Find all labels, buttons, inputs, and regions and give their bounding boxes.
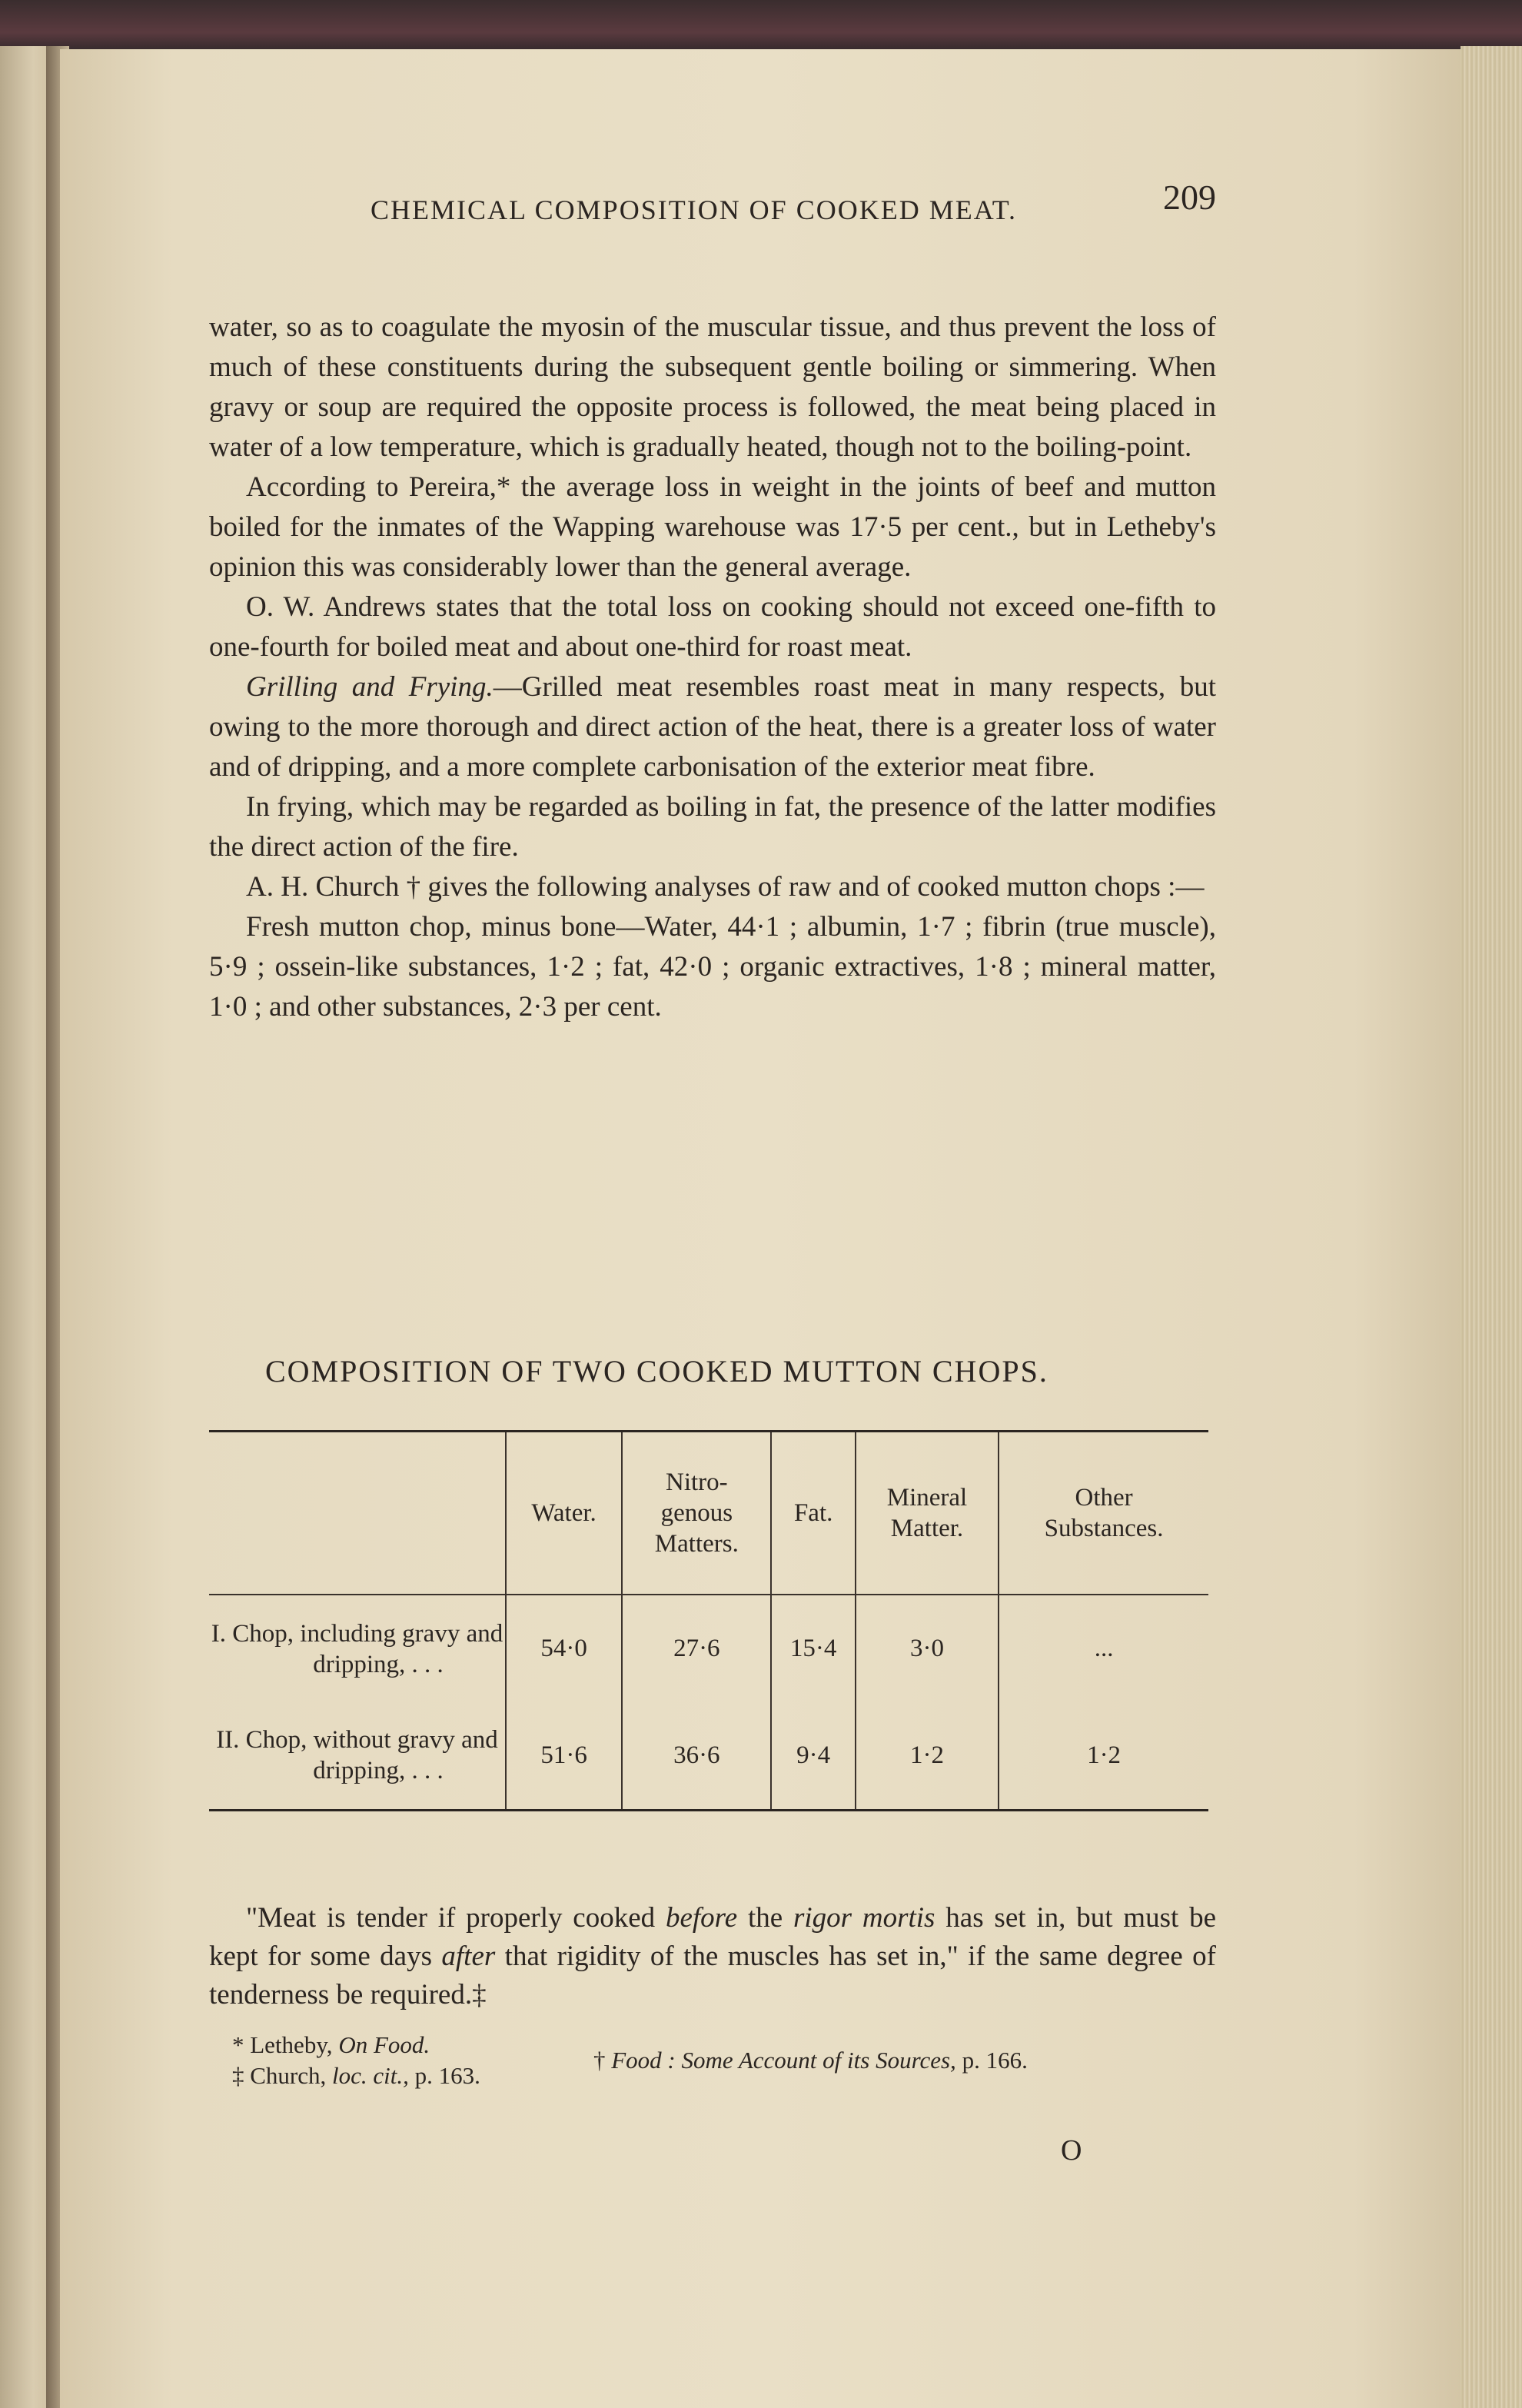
quote-text: the	[737, 1902, 793, 1934]
page-fore-edge	[1461, 46, 1522, 2408]
footnote	[232, 2060, 480, 2091]
row-label	[209, 1702, 506, 1810]
table-row	[209, 1595, 1208, 1702]
column-header-mineral: Mineral Matter.	[856, 1432, 999, 1595]
running-head-title: CHEMICAL COMPOSITION OF COOKED MEAT.	[371, 195, 1018, 225]
quote-text: "Meat is tender if properly cooked	[246, 1902, 666, 1934]
column-header-nitrogenous: Nitro- genous Matters.	[622, 1432, 771, 1595]
table-cell: 54·0	[506, 1595, 622, 1702]
signature-mark: O	[1061, 2134, 1082, 2167]
table-stub-header	[209, 1432, 506, 1595]
table-cell: 27·6	[622, 1595, 771, 1702]
paragraph: O. W. Andrews states that the total loss on cooking should not exceed one-fifth to one-fourth for boiled meat and about one-third for roast meat.	[209, 591, 1216, 663]
column-header-fat: Fat.	[771, 1432, 855, 1595]
paragraph: A. H. Church † gives the following analyses of raw and of cooked mutton chops :—	[246, 871, 1205, 903]
footnote	[593, 2045, 1028, 2076]
table-row	[209, 1702, 1208, 1810]
table-cell: 9·4	[771, 1702, 855, 1810]
quote-italic: before	[665, 1902, 738, 1934]
table-cell: 51·6	[506, 1702, 622, 1810]
paragraph-text: —Grilled meat resembles roast meat in many respects, but owing to the more thorough and direct action of the heat, there is a greater loss of water and of dripping, and a more complete carbonisation of the exterior meat fibre.	[209, 671, 1216, 783]
body-text	[209, 308, 1216, 1027]
footnote-text: †	[593, 2047, 612, 2074]
paragraph	[209, 667, 1216, 787]
composition-table	[209, 1430, 1208, 1811]
quote-italic: after	[441, 1941, 496, 1972]
footnote-text: p. 163.	[408, 2062, 480, 2089]
paragraph: According to Pereira,* the average loss in weight in the joints of beef and mutton boiled for the inmates of the Wapping warehouse was 17·5 per cent., but in Letheby's opinion this was considerably lower than the general average.	[209, 471, 1216, 583]
footnote-italic: loc. cit.,	[332, 2062, 409, 2089]
running-head	[209, 177, 1216, 223]
footnote-text: * Letheby,	[232, 2031, 339, 2058]
section-lead: Grilling and Frying.	[246, 671, 493, 703]
quote-text: has set in, but must be kept for some days	[209, 1902, 1217, 1972]
footnote	[232, 2030, 430, 2060]
row-label	[209, 1595, 506, 1702]
row-label-text: I. Chop, including gravy and dripping, . . .	[211, 1619, 503, 1678]
footnote-italic: Food : Some Account of its Sources,	[611, 2047, 956, 2074]
column-header-water: Water.	[506, 1432, 622, 1595]
row-label-text: II. Chop, without gravy and dripping, . . .	[216, 1726, 498, 1785]
footnote-text: p. 166.	[955, 2047, 1028, 2074]
footnote-italic: On Food.	[338, 2031, 430, 2058]
quote-italic: rigor mortis	[793, 1902, 935, 1934]
quotation	[209, 1899, 1216, 2014]
paragraph: Fresh mutton chop, minus bone—Water, 44·1 ; albumin, 1·7 ; fibrin (true muscle), 5·9 ; ossein-like substances, 1·2 ; fat, 42·0 ; organic extractives, 1·8 ; mineral matter, 1·0 ; and other substances, 2·3 per cent.	[209, 911, 1216, 1023]
table-cell: 15·4	[771, 1595, 855, 1702]
table-cell: 36·6	[622, 1702, 771, 1810]
paragraph: water, so as to coagulate the myosin of the muscular tissue, and thus prevent the loss of much of these constituents during the subsequent gentle boiling or simmering. When gravy or soup are required the opposite process is followed, the meat being placed in water of a low temperature, which is gradually heated, though not to the boiling-point.	[209, 311, 1216, 463]
table-cell: 3·0	[856, 1595, 999, 1702]
quote-text: that rigidity of the muscles has set in," if the same degree of tenderness be required.‡	[209, 1941, 1216, 2011]
paragraph: In frying, which may be regarded as boiling in fat, the presence of the latter modifies the direct action of the fire.	[209, 791, 1216, 863]
table-cell: 1·2	[999, 1702, 1208, 1810]
table-cell: 1·2	[856, 1702, 999, 1810]
table-title: COMPOSITION OF TWO COOKED MUTTON CHOPS.	[265, 1354, 1048, 1389]
column-header-other: Other Substances.	[999, 1432, 1208, 1595]
table-cell: ...	[999, 1595, 1208, 1702]
page-number: 209	[1163, 178, 1216, 217]
footnote-text: ‡ Church,	[232, 2062, 333, 2089]
book-cover-edge	[0, 0, 1522, 54]
quotation-paragraph	[209, 1899, 1216, 2014]
